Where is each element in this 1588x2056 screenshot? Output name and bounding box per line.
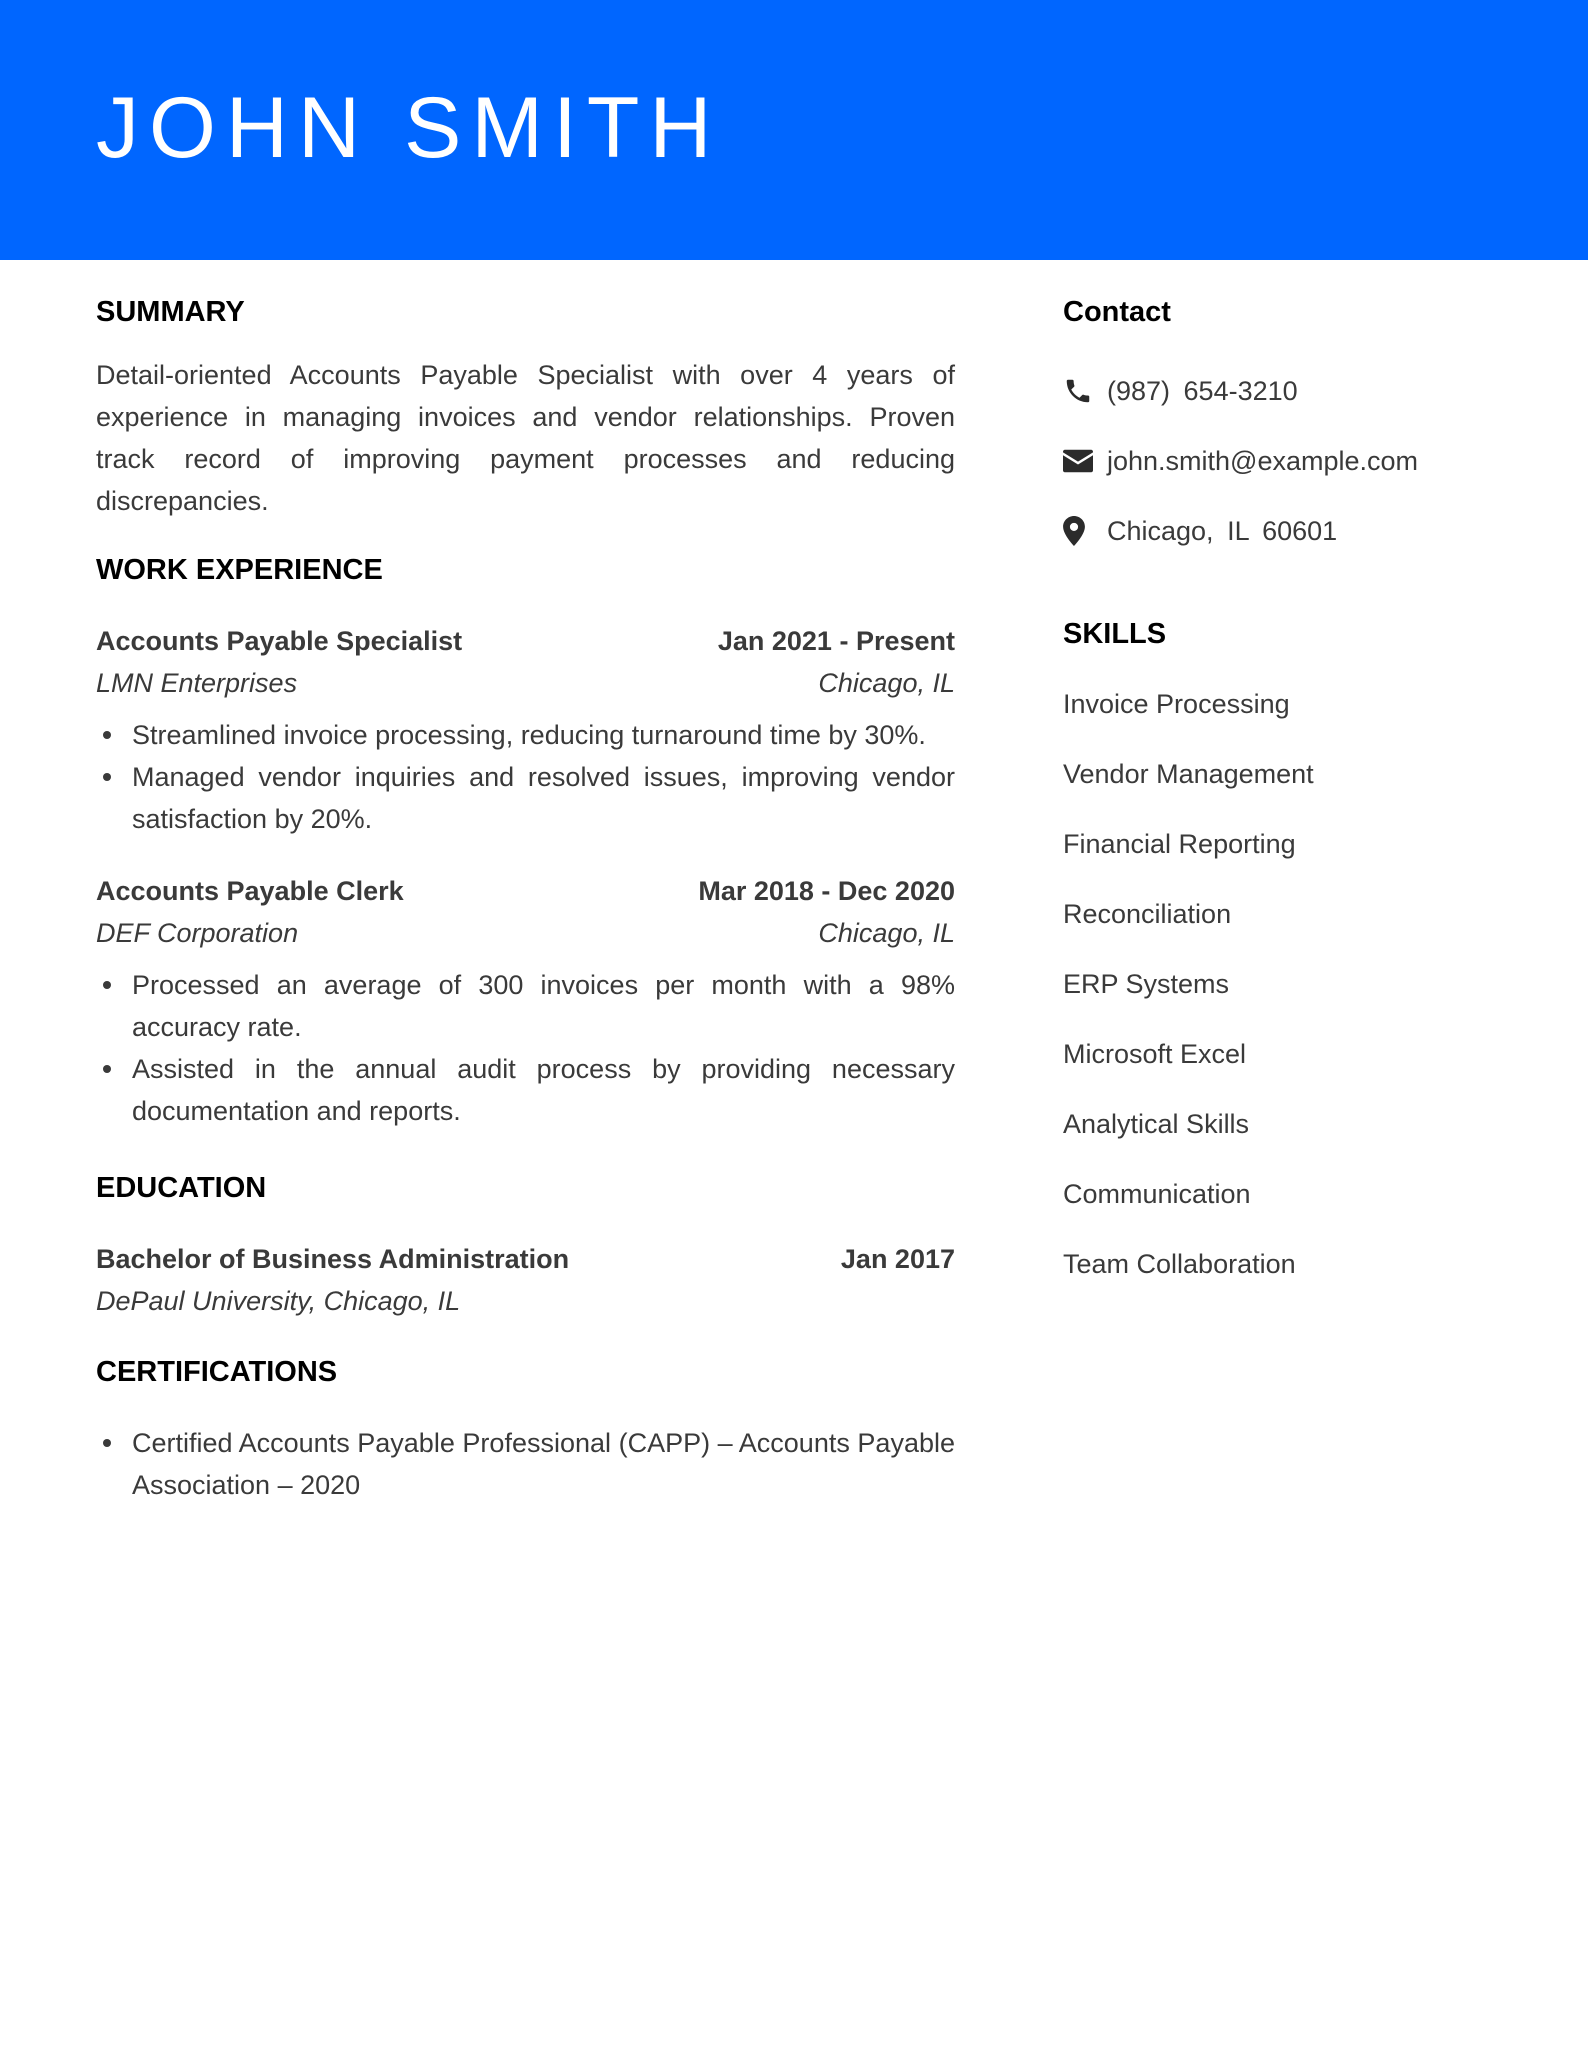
education-heading: EDUCATION [96,1172,267,1204]
job-bullet: Assisted in the annual audit process by providing necessary documentation and reports. [96,1048,955,1132]
phone-icon [1063,376,1107,406]
contact-location [1063,511,1503,551]
location-text: Chicago, IL 60601 [1107,516,1338,546]
contact-heading: Contact [1063,296,1171,328]
skill-item: Invoice Processing [1063,689,1290,719]
job-dates: Jan 2021 - Present [717,626,955,656]
skills-heading: SKILLS [1063,618,1167,650]
skill-item: Reconciliation [1063,899,1232,929]
skill-item: Microsoft Excel [1063,1039,1247,1069]
job-title: Accounts Payable Specialist [96,626,463,656]
summary-heading: SUMMARY [96,296,245,328]
job-dates: Mar 2018 - Dec 2020 [698,876,955,906]
skill-item: ERP Systems [1063,969,1230,999]
job-bullets [96,714,955,840]
sidebar-column [1063,292,1503,1284]
job-location: Chicago, IL [818,668,955,698]
job-entry [96,870,955,1132]
job-title: Accounts Payable Clerk [96,876,404,906]
work-experience-heading: WORK EXPERIENCE [96,554,383,586]
candidate-name: JOHN SMITH [96,80,722,176]
job-entry [96,620,955,840]
job-bullet: Processed an average of 300 invoices per month with a 98% accuracy rate. [96,964,955,1048]
certifications-heading: CERTIFICATIONS [96,1356,338,1388]
skill-item: Team Collaboration [1063,1249,1296,1279]
job-bullet: Streamlined invoice processing, reducing turnaround time by 30%. [96,714,955,756]
job-location: Chicago, IL [818,918,955,948]
job-bullets [96,964,955,1132]
contact-phone [1063,371,1503,411]
school: DePaul University, Chicago, IL [96,1286,461,1316]
header-banner [0,0,1588,260]
degree: Bachelor of Business Administration [96,1244,570,1274]
certifications-list [96,1422,955,1506]
main-column [96,292,955,1506]
envelope-icon [1063,449,1107,473]
graduation-date: Jan 2017 [840,1244,955,1274]
phone-number[interactable]: (987) 654-3210 [1107,376,1298,406]
skills-list [1063,684,1503,1284]
job-company: DEF Corporation [96,918,299,948]
certification-item: Certified Accounts Payable Professional (CAPP) – Accounts Payable Association – 2020 [96,1422,955,1506]
skill-item: Vendor Management [1063,759,1314,789]
skill-item: Analytical Skills [1063,1109,1250,1139]
skill-item: Communication [1063,1179,1251,1209]
email-address[interactable]: john.smith@example.com [1107,446,1419,476]
job-bullet: Managed vendor inquiries and resolved issues, improving vendor satisfaction by 20%. [96,756,955,840]
job-company: LMN Enterprises [96,668,298,698]
map-pin-icon [1063,516,1107,546]
contact-email [1063,441,1503,481]
summary-text: Detail-oriented Accounts Payable Specialist with over 4 years of experience in managing invoices and vendor relationships. Proven track record of improving payment processes and reducing discrepancies. [96,360,955,516]
skill-item: Financial Reporting [1063,829,1296,859]
education-entry [96,1238,955,1322]
